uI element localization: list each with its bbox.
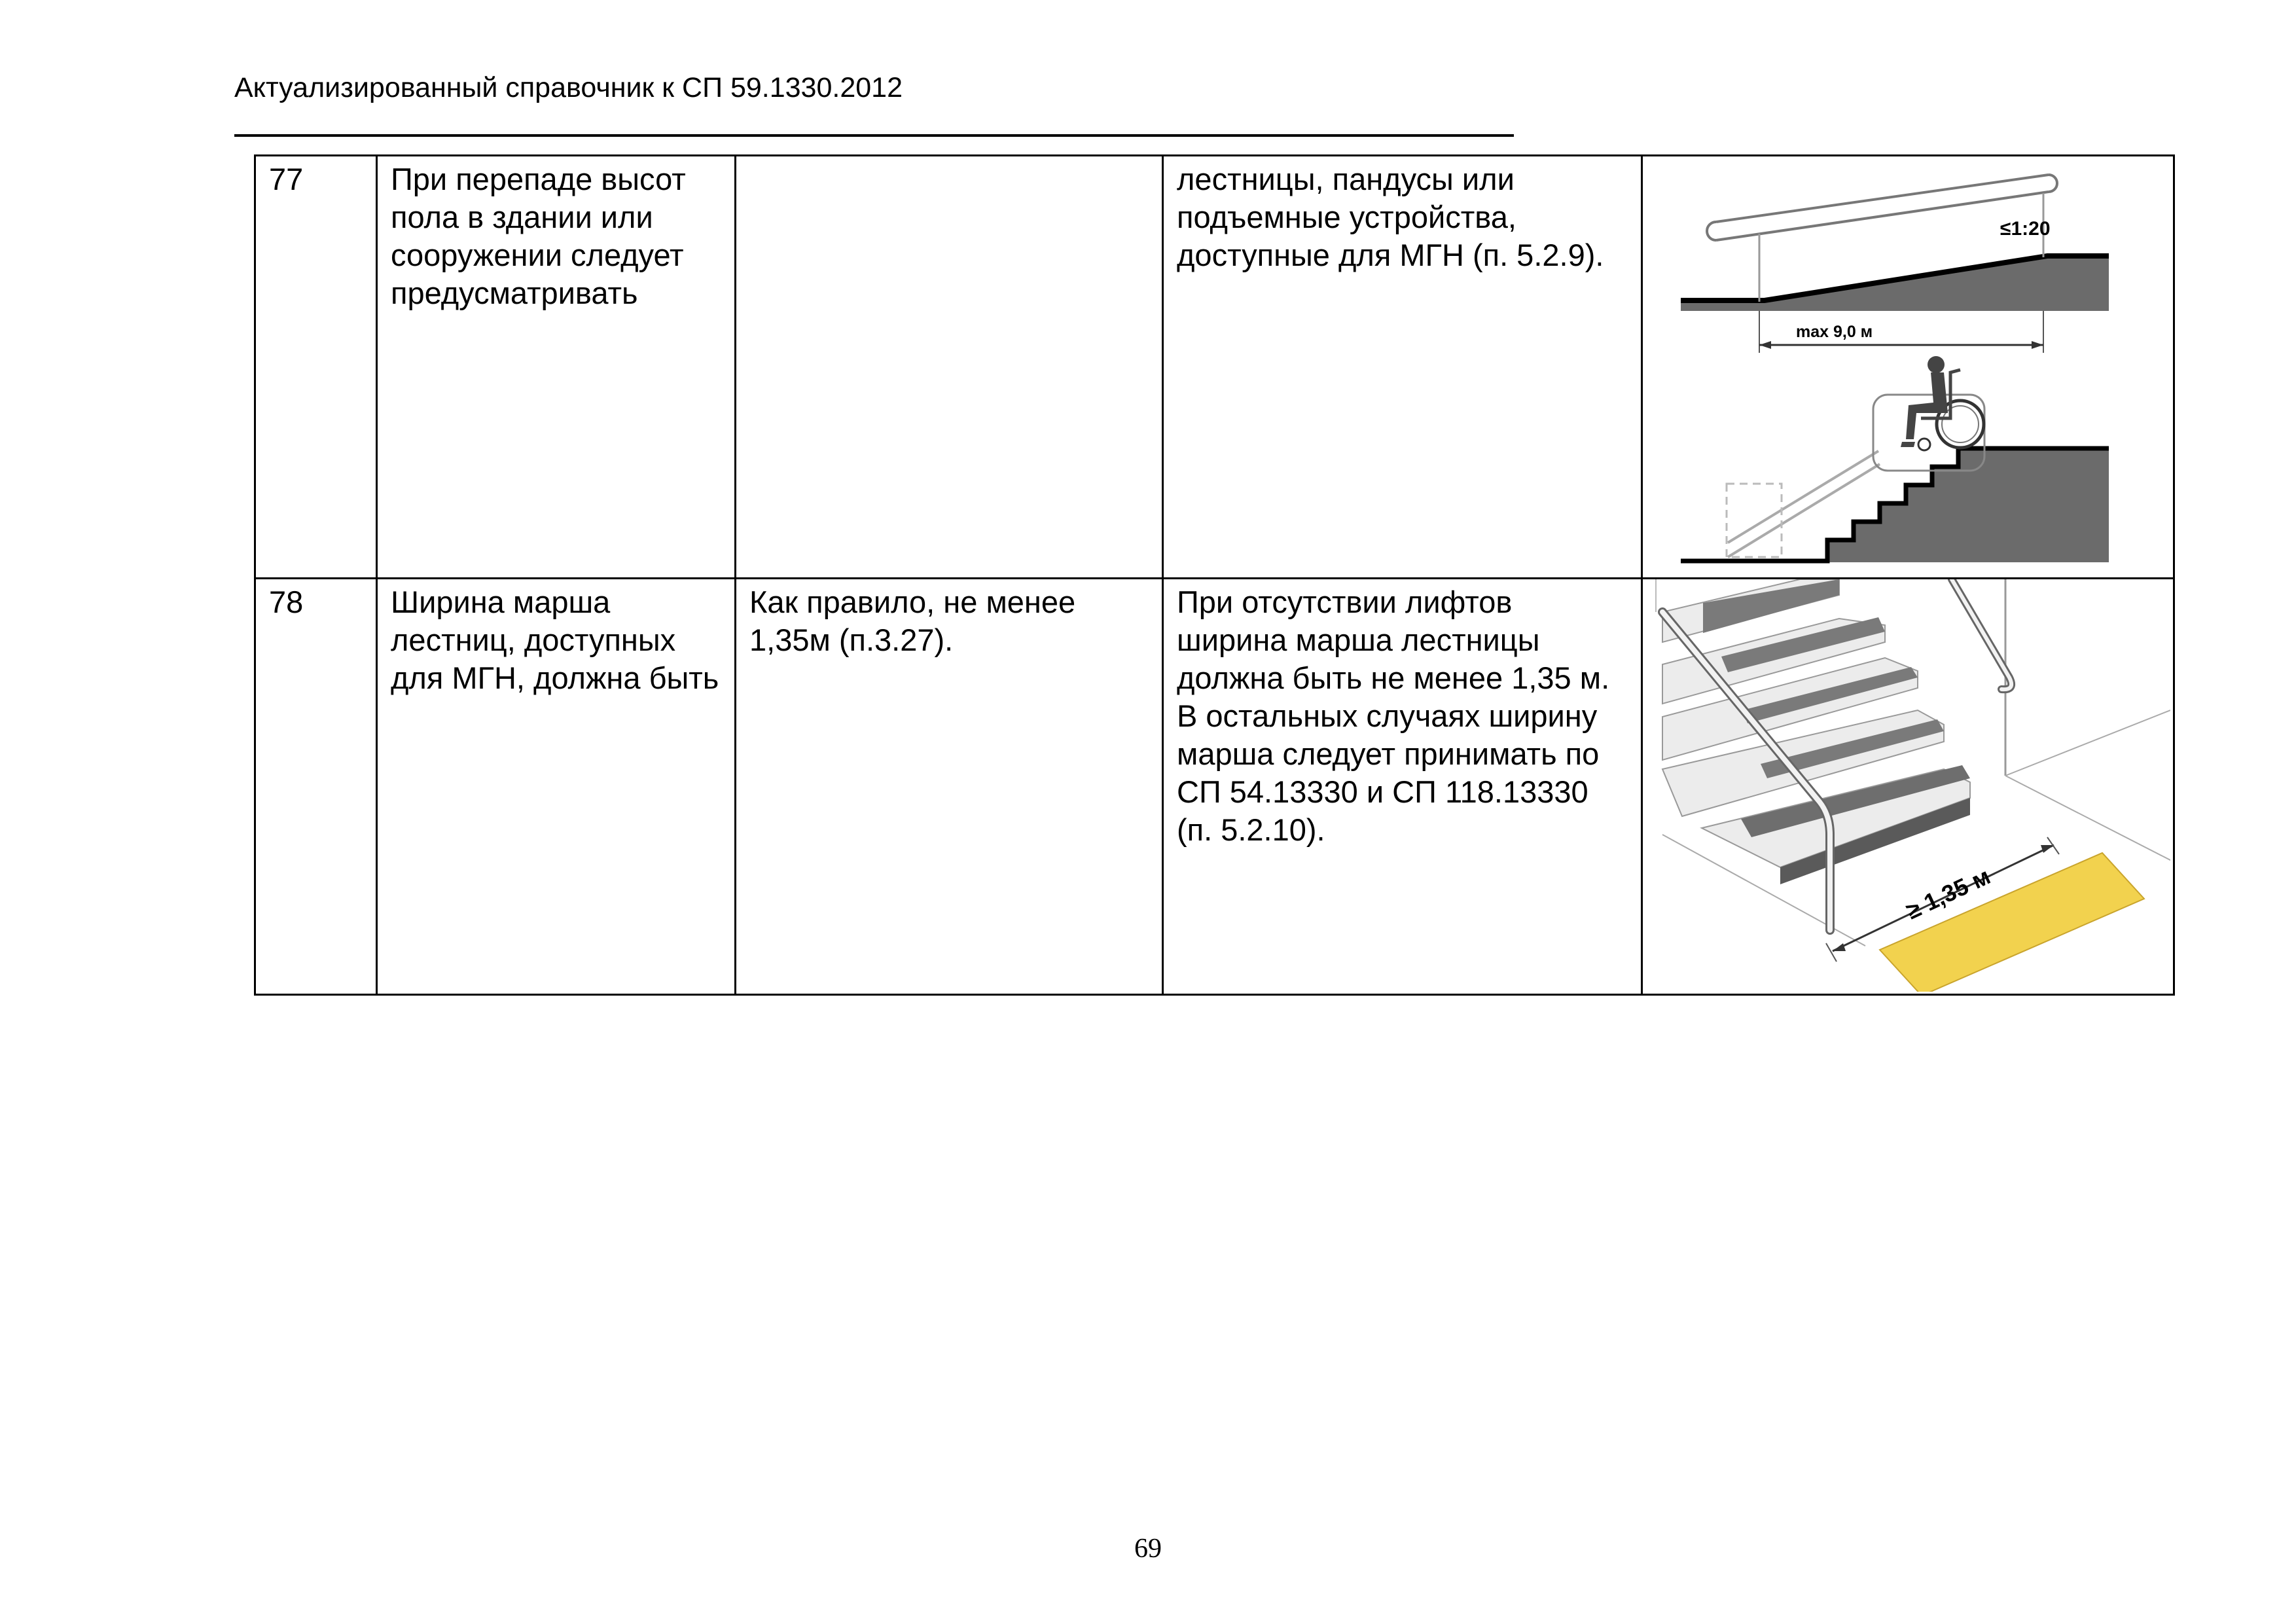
page-number: 69: [1134, 1534, 1162, 1564]
ramp-length-label: max 9,0 м: [1796, 323, 1873, 341]
regulation-table: [254, 154, 2175, 996]
slope-label: ≤1:20: [2000, 218, 2051, 240]
width-arrow-left: [1833, 943, 1846, 951]
dimension-arrow-left: [1759, 341, 1771, 349]
handrail-right-end: [2049, 175, 2057, 192]
new-value-cell: лестницы, пандусы или подъемные устройства, доступные для МГН (п. 5.2.9).: [1163, 156, 1642, 579]
handrail-left-end: [1707, 222, 1716, 240]
table-row: [255, 156, 2174, 579]
stair-width-illustration: [1643, 579, 2170, 992]
ramp-lift-illustration: [1643, 156, 2170, 575]
person-head: [1928, 356, 1945, 373]
document-header: Актуализированный справочник к СП 59.1330.2012: [234, 72, 903, 103]
new-value-cell: При отсутствии лифтов ширина марша лестницы должна быть не менее 1,35 м. В остальных случаях ширину марша следует принимать по СП 54.13330 и СП 118.13330 (п. 5.2.10).: [1163, 579, 1642, 995]
requirement-cell: При перепаде высот пола в здании или сооружении следует предусматривать: [377, 156, 736, 579]
ramp-lift-figure-cell: [1642, 156, 2174, 579]
table-row: [255, 579, 2174, 995]
person-foot: [1901, 442, 1915, 447]
wall-floor-line-right: [2005, 710, 2170, 776]
width-tick-left: [1826, 943, 1837, 962]
row-number: 78: [255, 579, 377, 995]
requirement-cell: Ширина марша лестниц, доступных для МГН, должна быть: [377, 579, 736, 995]
row-number: 77: [255, 156, 377, 579]
tactile-warning-strip: [1880, 853, 2144, 992]
lift-platform-lower-position: [1727, 484, 1782, 557]
wheelchair-front-wheel: [1918, 439, 1930, 450]
stair-width-figure-cell: [1642, 579, 2174, 995]
dimension-arrow-right: [2032, 341, 2043, 349]
width-arrow-right: [2041, 845, 2054, 853]
header-rule: [234, 134, 1514, 137]
old-value-cell: Как правило, не менее 1,35м (п.3.27).: [736, 579, 1163, 995]
wall-floor-line-far: [2005, 776, 2170, 861]
stair-width-label: ≥ 1,35 м: [1902, 862, 1995, 925]
person-body: [1906, 372, 1948, 439]
old-value-cell: [736, 156, 1163, 579]
